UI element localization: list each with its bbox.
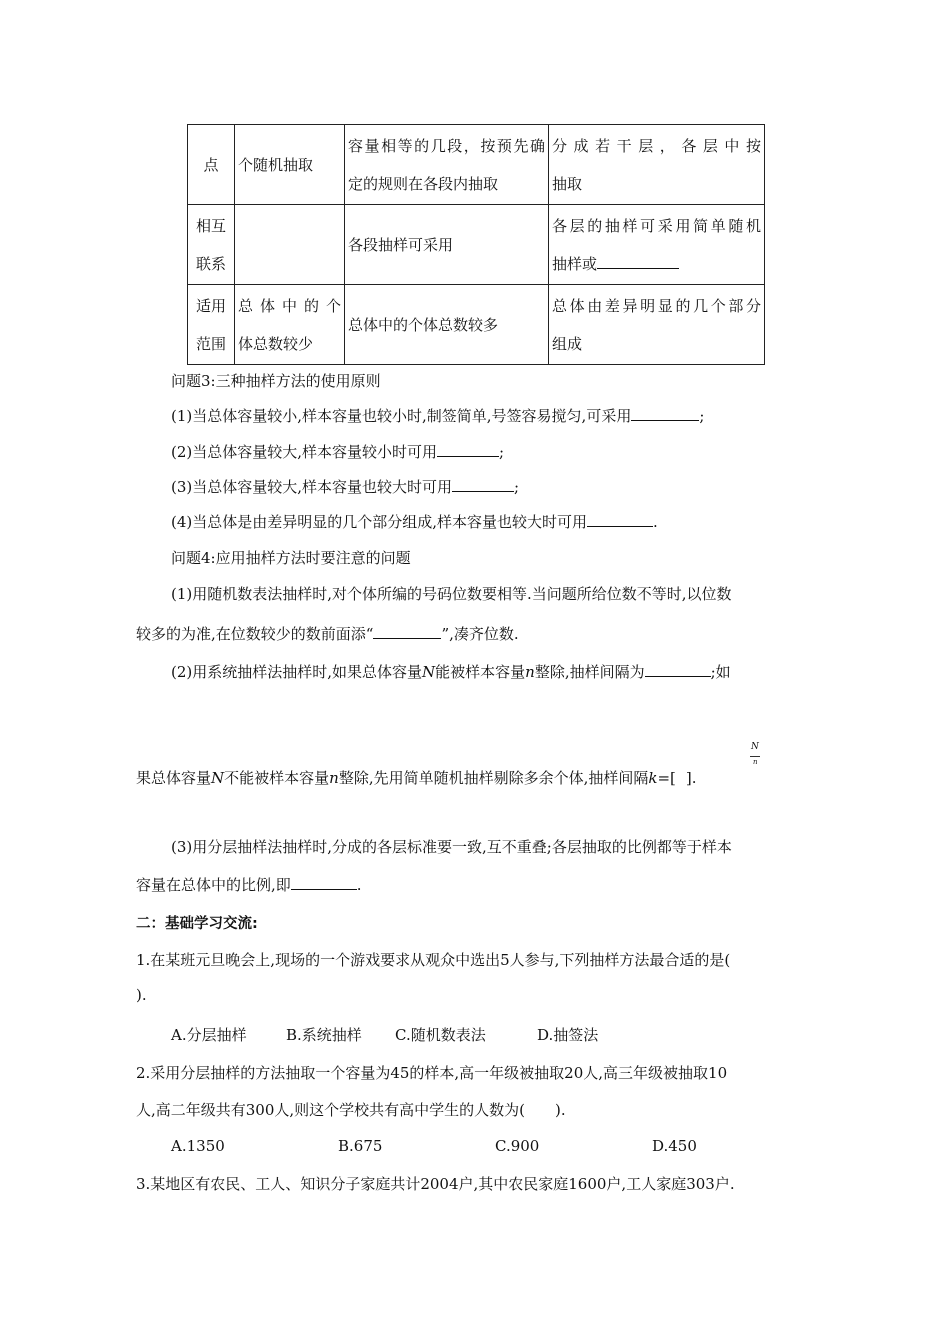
answer-blank[interactable] (645, 662, 711, 677)
exercise-2-option-a[interactable]: A.1350 (171, 1137, 225, 1155)
q3-title: 问题3:三种抽样方法的使用原则 (171, 372, 381, 390)
answer-blank[interactable] (631, 406, 699, 421)
row-label: 点 (188, 125, 235, 205)
cell-systematic: 总体中的个体总数较多 (345, 285, 549, 365)
q3-item-3: (3)当总体容量较大,样本容量也较大时可用 ; (171, 478, 520, 496)
section-title: 二：基础学习交流: (136, 916, 258, 932)
fraction-bar (750, 756, 760, 757)
cell-stratified: 总体由差异明显的几个部分 组成 (549, 285, 765, 365)
exercise-1-option-b[interactable]: B.系统抽样 (286, 1026, 362, 1044)
row-label: 适用 范围 (188, 285, 235, 365)
fraction-numerator: N (751, 742, 759, 752)
exercise-2-line2: 人,高二年级共有300人,则这个学校共有高中学生的人数为( ). (136, 1101, 566, 1119)
answer-blank[interactable] (291, 875, 357, 890)
cell-simple-random: 个随机抽取 (235, 125, 345, 205)
table-row (188, 125, 765, 205)
exercise-1-option-c[interactable]: C.随机数表法 (395, 1026, 486, 1044)
answer-blank[interactable] (597, 254, 679, 269)
answer-blank[interactable] (452, 477, 514, 492)
exercise-2-line1: 2.采用分层抽样的方法抽取一个容量为45的样本,高一年级被抽取20人,高三年级被抽取10 (136, 1064, 728, 1082)
cell-simple-random: 总 体 中 的 个 体总数较少 (235, 285, 345, 365)
q3-item-1: (1)当总体容量较小,样本容量也较小时,制签简单,号签容易搅匀,可采用 ; (171, 407, 705, 425)
exercise-1-line2: ). (136, 986, 147, 1004)
q4-p2-line2: 果总体容量N不能被样本容量n整除,先用简单随机抽样剔除多余个体,抽样间隔k=[ ]. (136, 769, 697, 787)
cell-systematic: 容量相等的几段，按预先确 定的规则在各段内抽取 (345, 125, 549, 205)
q4-p3-line2: 容量在总体中的比例,即 . (136, 876, 362, 894)
exercise-1-option-a[interactable]: A.分层抽样 (171, 1026, 247, 1044)
q4-title: 问题4:应用抽样方法时要注意的问题 (171, 549, 411, 567)
table-row (188, 285, 765, 365)
exercise-2-option-d[interactable]: D.450 (652, 1137, 697, 1155)
q4-p1-line2: 较多的为准,在位数较少的数前面添“ ”,凑齐位数. (136, 625, 519, 643)
answer-blank[interactable] (437, 442, 499, 457)
fraction-denominator: n (753, 758, 758, 766)
exercise-2-option-c[interactable]: C.900 (495, 1137, 540, 1155)
table-row (188, 205, 765, 285)
q3-item-4: (4)当总体是由差异明显的几个部分组成,样本容量也较大时可用 . (171, 513, 658, 531)
q3-item-2: (2)当总体容量较大,样本容量较小时可用 ; (171, 443, 505, 461)
cell-simple-random (235, 205, 345, 285)
answer-blank[interactable] (587, 512, 653, 527)
comparison-table (187, 124, 765, 365)
q4-p1-line1: (1)用随机数表法抽样时,对个体所编的号码位数要相等.当问题所给位数不等时,以位数 (171, 585, 732, 603)
exercise-1-line1: 1.在某班元旦晚会上,现场的一个游戏要求从观众中选出5人参与,下列抽样方法最合适的是( (136, 951, 731, 969)
answer-blank[interactable] (373, 624, 441, 639)
row-label: 相互 联系 (188, 205, 235, 285)
exercise-1-option-d[interactable]: D.抽签法 (537, 1026, 599, 1044)
exercise-3-line1: 3.某地区有农民、工人、知识分子家庭共计2004户,其中农民家庭1600户,工人家庭303户. (136, 1175, 735, 1193)
cell-stratified: 分 成 若 干 层 ， 各 层 中 按 抽取 (549, 125, 765, 205)
exercise-2-option-b[interactable]: B.675 (338, 1137, 383, 1155)
q4-p3-line1: (3)用分层抽样法抽样时,分成的各层标准要一致,互不重叠;各层抽取的比例都等于样本 (171, 838, 732, 856)
cell-stratified: 各层的抽样可采用简单随机 抽样或 (549, 205, 765, 285)
cell-systematic: 各段抽样可采用 (345, 205, 549, 285)
q4-p2-line1: (2)用系统抽样法抽样时,如果总体容量N能被样本容量n整除,抽样间隔为 ;如 (171, 663, 731, 681)
